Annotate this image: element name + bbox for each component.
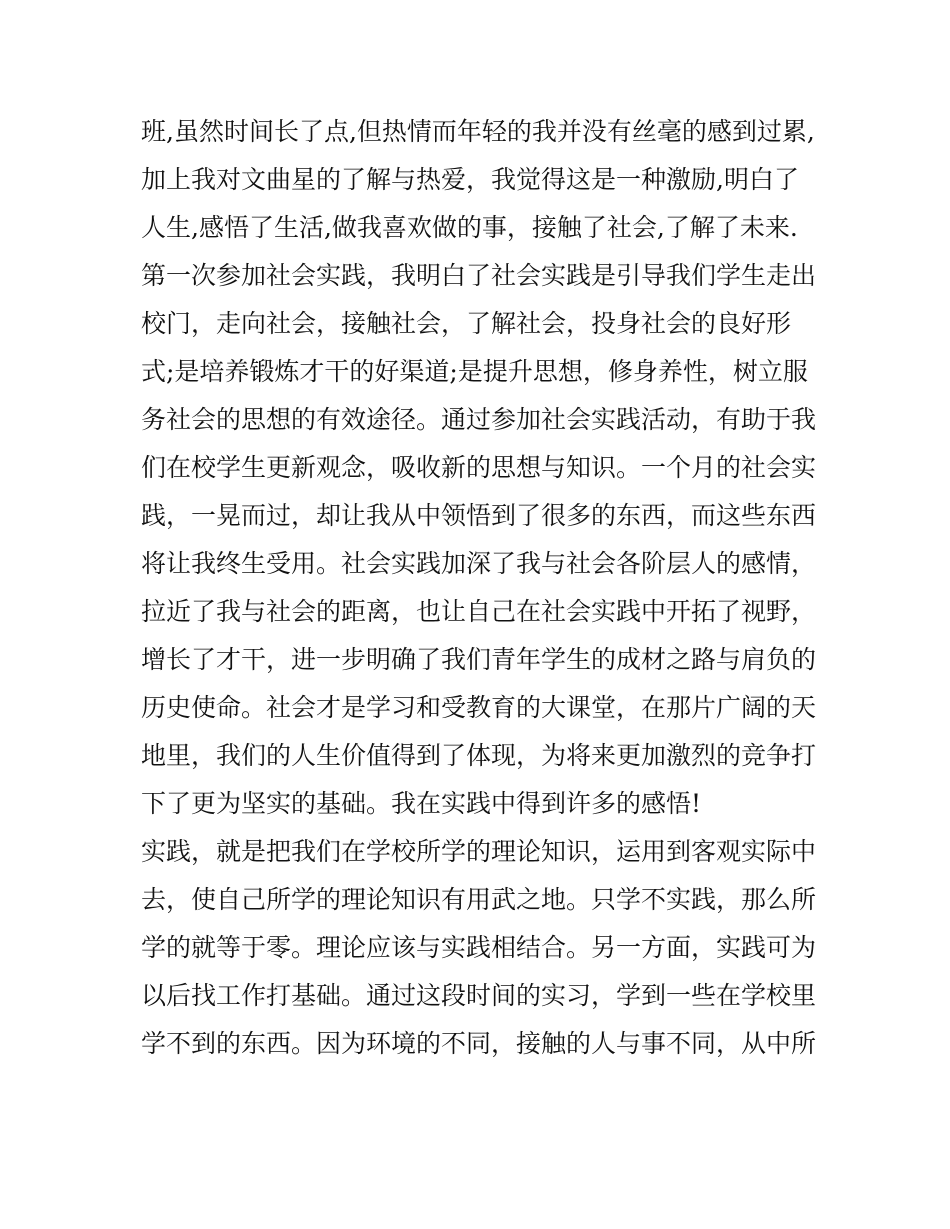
text-line: 班,虽然时间长了点,但热情而年轻的我并没有丝毫的感到过累, [141, 117, 815, 146]
text-line: 式;是培养锻炼才干的好渠道;是提升思想，修身养性，树立服 [141, 357, 808, 386]
text-line: 学不到的东西。因为环境的不同，接触的人与事不同，从中所 [141, 1029, 817, 1058]
text-line: 历史使命。社会才是学习和受教育的大课堂，在那片广阔的天 [141, 693, 817, 722]
text-line: 增长了才干，进一步明确了我们青年学生的成材之路与肩负的 [141, 645, 817, 674]
text-line: 学的就等于零。理论应该与实践相结合。另一方面，实践可为 [141, 933, 817, 962]
text-line: 去，使自己所学的理论知识有用武之地。只学不实践，那么所 [141, 885, 817, 914]
text-line: 实践，就是把我们在学校所学的理论知识，运用到客观实际中 [141, 837, 817, 866]
text-line: 们在校学生更新观念，吸收新的思想与知识。一个月的社会实 [141, 453, 817, 482]
text-line: 拉近了我与社会的距离，也让自己在社会实践中开拓了视野， [141, 597, 817, 626]
text-line: 下了更为坚实的基础。我在实践中得到许多的感悟! [141, 789, 702, 818]
text-line: 以后找工作打基础。通过这段时间的实习，学到一些在学校里 [141, 981, 817, 1010]
text-line: 将让我终生受用。社会实践加深了我与社会各阶层人的感情， [141, 549, 817, 578]
text-line: 践，一晃而过，却让我从中领悟到了很多的东西，而这些东西 [141, 501, 817, 530]
text-line: 地里，我们的人生价值得到了体现，为将来更加激烈的竞争打 [141, 741, 817, 770]
text-line: 人生,感悟了生活,做我喜欢做的事，接触了社会,了解了未来. [141, 213, 798, 242]
text-line: 校门，走向社会，接触社会，了解社会，投身社会的良好形 [141, 309, 792, 338]
text-line: 务社会的思想的有效途径。通过参加社会实践活动，有助于我 [141, 405, 817, 434]
text-line: 加上我对文曲星的了解与热爱，我觉得这是一种激励,明白了 [141, 165, 799, 194]
body-text [141, 108, 821, 1068]
text-line: 第一次参加社会实践，我明白了社会实践是引导我们学生走出 [141, 261, 817, 290]
